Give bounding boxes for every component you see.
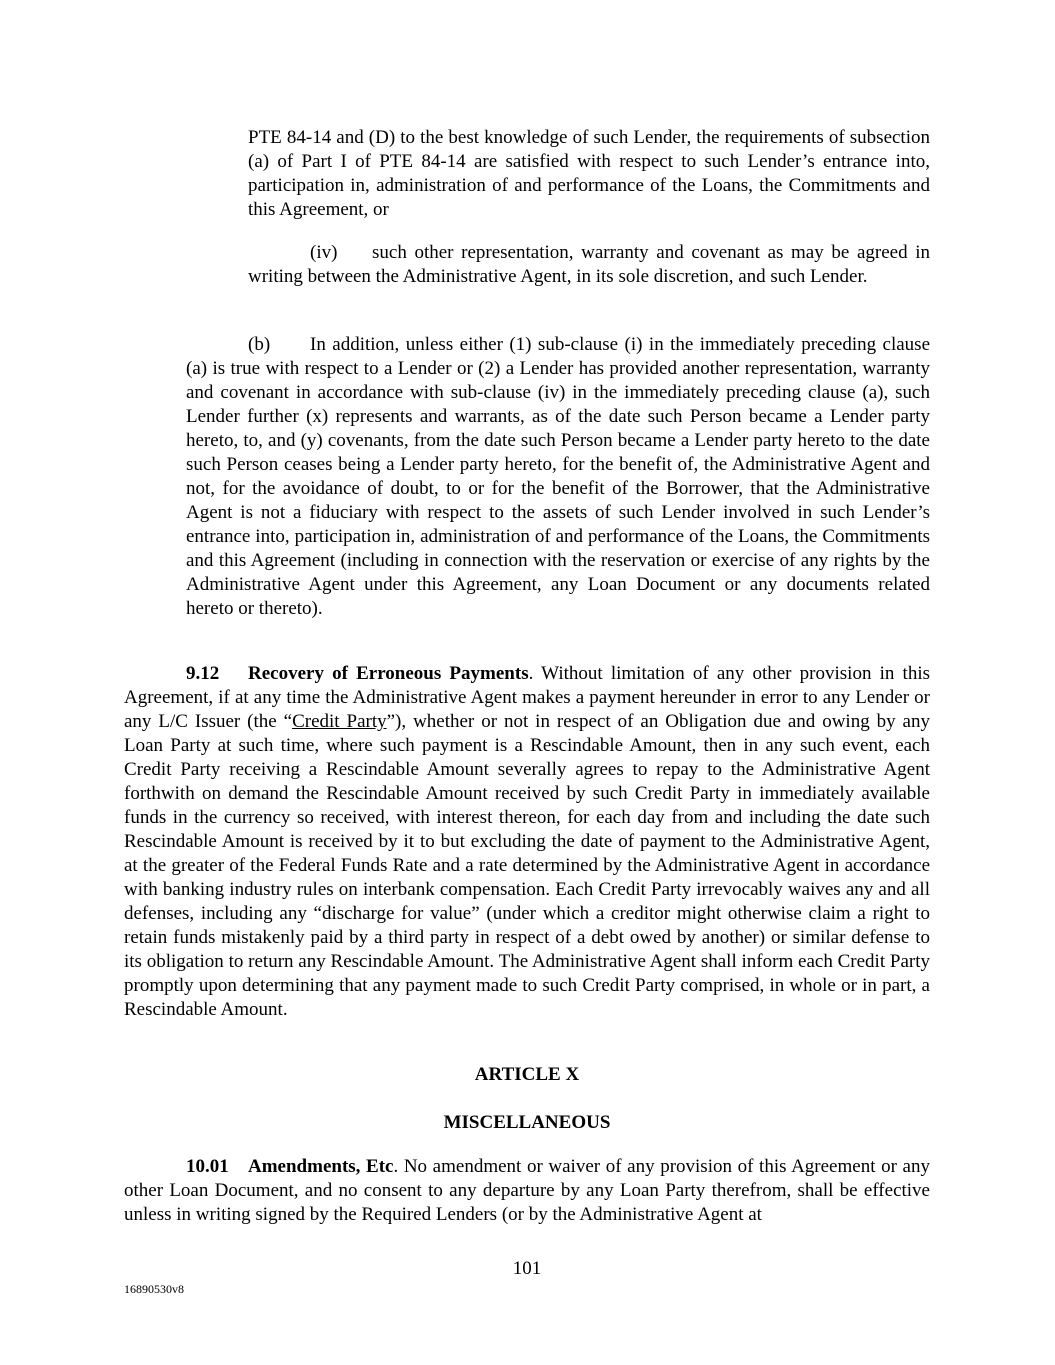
article-title: MISCELLANEOUS [443, 1112, 611, 1133]
section-9-12-number: 9.12 [186, 663, 220, 684]
clause-b-text: In addition, unless either (1) sub-clause (i) in the immediately preceding clause (a) is true with respect to a Lender or (2) a Lender has provided another representation, warranty and covenant in accordance with sub-clause (iv) in the immediately preceding clause (a), such Lender further (x) represents and warrants, as of the date such Person became a Lender party hereto, to, and (y) covenants, from the date such Person became a Lender party hereto to the date such Person ceases being a Lender party hereto, for the benefit of, the Administrative Agent and not, for the avoidance of doubt, to or for the benefit of the Borrower, that the Administrative Agent is not a fiduciary with respect to the assets of such Lender involved in such Lender’s entrance into, participation in, administration of and performance of the Loans, the Commitments and this Agreement (including in connection with the reservation or exercise of any rights by the Administrative Agent under this Agreement, any Loan Document or any documents related hereto or thereto). [186, 334, 930, 619]
article-heading: ARTICLE X [474, 1064, 580, 1085]
clause-b-paragraph [186, 333, 930, 621]
section-9-12-text-after: ”), whether or not in respect of an Obligation due and owing by any Loan Party at such time, where such payment is a Rescindable Amount, then in any such event, each Credit Party receiving a Rescindable Amount severally agrees to repay to the Administrative Agent forthwith on demand the Rescindable Amount received by such Credit Party in immediately available funds in the currency so received, with interest thereon, for each day from and including the date such Rescindable Amount is received by it to but excluding the date of payment to the Administrative Agent, at the greater of the Federal Funds Rate and a rate determined by the Administrative Agent in accordance with banking industry rules on interbank compensation. Each Credit Party irrevocably waives any and all defenses, including any “discharge for value” (under which a creditor might otherwise claim a right to retain funds mistakenly paid by a third party in respect of a debt owed by another) or similar defense to its obligation to return any Rescindable Amount. The Administrative Agent shall inform each Credit Party promptly upon determining that any payment made to such Credit Party comprised, in whole or in part, a Rescindable Amount. [124, 711, 930, 1020]
section-10-01-paragraph [124, 1155, 930, 1227]
clause-iv-text: such other representation, warranty and covenant as may be agreed in writing between the Administrative Agent, in its sole discretion, and such Lender. [248, 242, 930, 287]
clause-b-number: (b) [248, 334, 271, 355]
section-10-01-number: 10.01 [186, 1156, 229, 1177]
continuation-paragraph: PTE 84-14 and (D) to the best knowledge of such Lender, the requirements of subsection (a) of Part I of PTE 84-14 are satisfied with respect to such Lender’s entrance into, participation in, administration of and performance of the Loans, the Commitments and this Agreement, or [248, 127, 930, 220]
clause-iv-paragraph [248, 241, 930, 289]
section-10-01-text: . No amendment or waiver of any provision of this Agreement or any other Loan Document, and no consent to any departure by any Loan Party therefrom, shall be effective unless in writing signed by the Required Lenders (or by the Administrative Agent at [124, 1156, 930, 1225]
section-10-01-title: Amendments, Etc [248, 1156, 394, 1177]
section-9-12-title: Recovery of Erroneous Payments [248, 663, 529, 684]
defined-term-credit-party: Credit Party [292, 711, 387, 732]
page-number: 101 [512, 1258, 542, 1279]
document-id: 16890530v8 [124, 1282, 184, 1296]
section-9-12-text-before: . Without limitation of any other provision in this Agreement, if at any time the Administrative Agent makes a payment hereunder in error to any Lender or any L/C Issuer (the “ [124, 663, 931, 732]
section-9-12-paragraph [124, 662, 930, 1022]
clause-iv-number: (iv) [310, 242, 338, 263]
